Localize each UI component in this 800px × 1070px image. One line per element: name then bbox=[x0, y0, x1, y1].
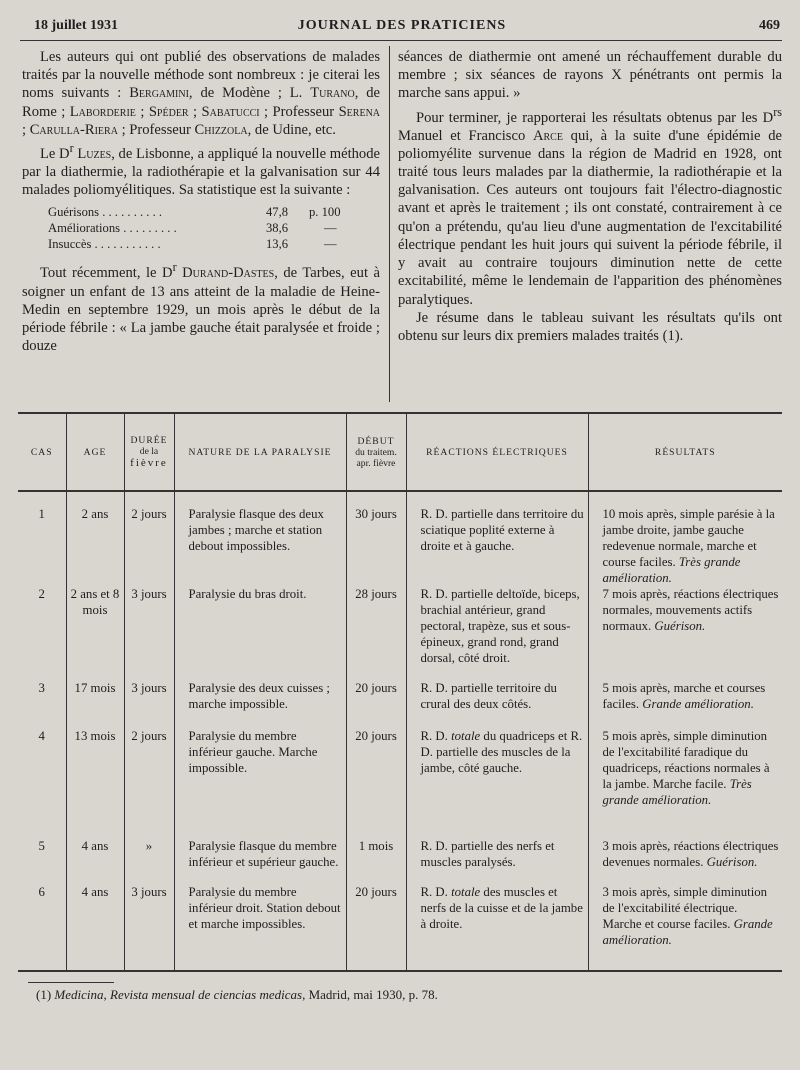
table-row: 6 4 ans 3 jours Paralysie du membre inférieur droit. Station debout et marche impossibles. 20 jours R. D. totale des muscles et nerfs de la cuisse et de la jambe à droite. 3 mois après, simple diminution de l'excitabilité électrique. Marche et course faciles. Grande amélioration. bbox=[18, 884, 782, 970]
header-page-number: 469 bbox=[759, 18, 780, 33]
left-paragraph-1: Les auteurs qui ont publié des observations de malades traités par la nouvelle méthode sont nombreux : je citerai les noms suivants : Bergamini, de Modène ; L. Turano, de Rome ; Laborderie ; Spéder ; Sabatucci ; Professeur Serena ; Carulla-Riera ; Professeur Chizzola, de Udine, etc. bbox=[22, 49, 381, 138]
header-duree: DURÉE de la fièvre bbox=[124, 413, 174, 491]
header-reactions: RÉACTIONS ÉLECTRIQUES bbox=[406, 413, 588, 491]
column-divider bbox=[389, 46, 390, 402]
table-row: 2 2 ans et 8 mois 3 jours Paralysie du bras droit. 28 jours R. D. partielle deltoïde, biceps, brachial antérieur, grand pectoral, trapèze, sus et sous-épineux, grand rond, grand dorsal, côté droit. 7 mois après, réactions électriques normales, mouvements actifs normaux. Guérison. bbox=[18, 586, 782, 680]
header-journal-title: JOURNAL DES PRATICIENS bbox=[297, 18, 507, 33]
stat-row: Guérisons . . . . . . . . . . 47,8 p. 100 bbox=[48, 205, 341, 220]
stat-row: Améliorations . . . . . . . . . 38,6 — bbox=[48, 221, 337, 236]
header-age: AGE bbox=[66, 413, 124, 491]
footnote-rule bbox=[28, 982, 114, 983]
header-debut: DÉBUT du traitem. apr. fièvre bbox=[346, 413, 406, 491]
table-row: 1 2 ans 2 jours Paralysie flasque des deux jambes ; marche et station debout impossibles. 30 jours R. D. partielle dans territoire du sciatique poplité externe à droite et à gauche. 10 mois après, simple parésie à la jambe droite, jambe gauche redevenue normale, marche et course faciles. Très grande amélioration. bbox=[18, 491, 782, 586]
right-paragraph-3: Je résume dans le tableau suivant les résultats qu'ils ont obtenu sur leurs dix premiers malades traités (1). bbox=[398, 309, 782, 344]
right-paragraph-1: séances de diathermie ont amené un réchauffement durable du membre ; six séances de rayons X pénétrants ont permis la marche sans appui. » bbox=[398, 49, 782, 102]
table-header-row bbox=[18, 413, 782, 491]
right-column bbox=[398, 48, 782, 345]
statistics-list bbox=[48, 204, 380, 252]
left-paragraph-3: Tout récemment, le $D^r$ Durand-Dastes, de Tarbes, eut à soigner un enfant de 13 ans atteint de la maladie de Heine-Medin en septembre 1929, un mois après le début de la période fébrile : « La jambe gauche était paralysée et froide ; douze bbox=[22, 260, 380, 355]
page-header bbox=[22, 18, 782, 40]
right-paragraph-2: Pour terminer, je rapporterai les résultats obtenus par les $D^{rs}$ Manuel et Francisco Arce qui, à la suite d'une épidémie de poliomyélite survenue dans la région de Madrid en 1928, ont traité tous leurs malades par la diathermie, la radiothérapie et la galvanisation. Ces auteurs ont toujours fait l'électro-diagnostic avant et après le traitement ; ils ont constaté, contrairement à ce qu'on a prétendu, qu'au lieu d'une augmentation de l'excitabilité électrique pendant les huit jours qui suivent la période fébrile, il y avait au contraire toujours diminution nette de cette excitabilité, même le lendemain de l'apparition des phénomènes paralytiques. bbox=[398, 104, 782, 308]
header-date: 18 juillet 1931 bbox=[34, 18, 118, 33]
left-paragraph-2: Le $D^r$ Luzes, de Lisbonne, a appliqué la nouvelle méthode par la diathermie, la radiothérapie et la galvanisation sur 44 malades poliomyélitiques. Sa statistique est la suivante : bbox=[22, 141, 380, 199]
header-resultats: RÉSULTATS bbox=[588, 413, 782, 491]
header-cas: CAS bbox=[18, 413, 66, 491]
table-row: 5 4 ans » Paralysie flasque du membre inférieur et supérieur gauche. 1 mois R. D. partielle des nerfs et muscles paralysés. 3 mois après, réactions électriques devenues normales. Guérison. bbox=[18, 838, 782, 884]
table-bottom-rule bbox=[18, 970, 782, 972]
table-row: 3 17 mois 3 jours Paralysie des deux cuisses ; marche impossible. 20 jours R. D. partielle territoire du crural des deux côtés. 5 mois après, marche et courses faciles. Grande amélioration. bbox=[18, 680, 782, 728]
results-table bbox=[18, 412, 782, 972]
footnote: (1) Medicina, Revista mensual de ciencias medicas, Madrid, mai 1930, p. 78. bbox=[36, 987, 438, 1002]
header-rule bbox=[20, 40, 782, 41]
stat-row: Insuccès . . . . . . . . . . . 13,6 — bbox=[48, 237, 337, 252]
table-row: 4 13 mois 2 jours Paralysie du membre inférieur gauche. Marche impossible. 20 jours R. D. totale du quadriceps et R. D. partielle des muscles de la jambe, côté gauche. 5 mois après, simple diminution de l'excitabilité faradique du quadriceps, réactions normales à la jambe. Marche facile. Très grande amélioration. bbox=[18, 728, 782, 838]
header-nature: NATURE DE LA PARALYSIE bbox=[174, 413, 346, 491]
left-column bbox=[22, 48, 380, 355]
